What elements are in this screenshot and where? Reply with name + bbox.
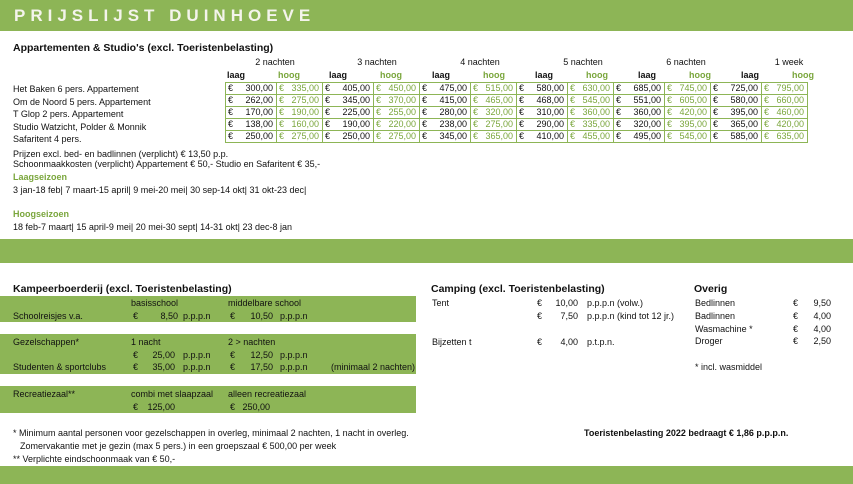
price-hoog: € 335,00 bbox=[277, 83, 323, 95]
price-hoog: € 275,00 bbox=[277, 95, 323, 107]
price-laag: € 580,00 bbox=[711, 95, 762, 107]
price-hoog: € 605,00 bbox=[665, 95, 711, 107]
price-laag: € 725,00 bbox=[711, 83, 762, 95]
unit: p.p.p.n bbox=[280, 362, 308, 372]
hoog-header: hoog bbox=[689, 70, 711, 80]
col-alleen: alleen recreatiezaal bbox=[228, 389, 307, 399]
laagseizoen-dates: 3 jan-18 feb| 7 maart-15 april| 9 mei-20 mei| 30 sep-14 okt| 31 okt-23 dec| bbox=[13, 185, 307, 195]
price-laag: € 360,00 bbox=[614, 107, 665, 119]
price-hoog: € 465,00 bbox=[471, 95, 517, 107]
price-hoog: € 545,00 bbox=[568, 95, 614, 107]
price-hoog: € 275,00 bbox=[471, 119, 517, 131]
footnote-1: * Minimum aantal personen voor gezelschappen in overleg, minimaal 2 nachten, 1 nacht in overleg. bbox=[13, 428, 409, 438]
euro: € bbox=[230, 350, 236, 360]
price-laag: € 300,00 bbox=[226, 83, 277, 95]
price-laag: € 551,00 bbox=[614, 95, 665, 107]
price-laag: € 585,00 bbox=[711, 131, 762, 143]
price-laag: € 250,00 bbox=[323, 131, 374, 143]
price-hoog: € 275,00 bbox=[374, 131, 420, 143]
laag-header: laag bbox=[535, 70, 554, 80]
price-hoog: € 320,00 bbox=[471, 107, 517, 119]
laag-header: laag bbox=[741, 70, 760, 80]
price-laag: € 238,00 bbox=[420, 119, 471, 131]
price-laag: € 495,00 bbox=[614, 131, 665, 143]
laag-header: laag bbox=[432, 70, 451, 80]
unit: p.p.p.n bbox=[183, 350, 211, 360]
period-header: 5 nachten bbox=[563, 57, 603, 67]
gez-2-price: 12,50 bbox=[250, 350, 273, 360]
price-row bbox=[226, 131, 808, 143]
toeristenbelasting: Toeristenbelasting 2022 bedraagt € 1,86 p.p.p.n. bbox=[584, 428, 789, 438]
price-hoog: € 660,00 bbox=[762, 95, 808, 107]
accommodation-name: Studio Watzicht, Polder & Monnik bbox=[13, 121, 147, 132]
euro: € bbox=[537, 311, 543, 321]
price-hoog: € 460,00 bbox=[762, 107, 808, 119]
overig-note: * incl. wasmiddel bbox=[695, 362, 763, 372]
school-mid-price: 10,50 bbox=[250, 311, 273, 321]
price-hoog: € 335,00 bbox=[568, 119, 614, 131]
price-hoog: € 515,00 bbox=[471, 83, 517, 95]
accommodation-name: Om de Noord 5 pers. Appartement bbox=[13, 96, 151, 107]
price-laag: € 225,00 bbox=[323, 107, 374, 119]
price-row bbox=[226, 95, 808, 107]
hoog-header: hoog bbox=[380, 70, 402, 80]
laag-header: laag bbox=[638, 70, 657, 80]
overig-item-price: 2,50 bbox=[813, 336, 831, 347]
euro: € bbox=[537, 337, 543, 347]
hoogseizoen-dates: 18 feb-7 maart| 15 april-9 mei| 20 mei-30 sept| 14-31 okt| 23 dec-8 jan bbox=[13, 222, 292, 232]
price-hoog: € 745,00 bbox=[665, 83, 711, 95]
tent-child-unit: p.p.p.n (kind tot 12 jr.) bbox=[587, 311, 675, 321]
middle-band bbox=[0, 239, 853, 263]
price-row bbox=[226, 119, 808, 131]
price-laag: € 410,00 bbox=[517, 131, 568, 143]
overig-item-price: 4,00 bbox=[813, 310, 831, 321]
euro: € bbox=[133, 362, 139, 372]
price-laag: € 310,00 bbox=[517, 107, 568, 119]
price-laag: € 280,00 bbox=[420, 107, 471, 119]
overig-item-label: Bedlinnen bbox=[695, 298, 736, 308]
price-hoog: € 395,00 bbox=[665, 119, 711, 131]
euro: € bbox=[133, 350, 139, 360]
stud-2-price: 17,50 bbox=[250, 362, 273, 372]
euro: € bbox=[537, 298, 543, 308]
price-laag: € 365,00 bbox=[711, 119, 762, 131]
stud-1-price: 35,00 bbox=[152, 362, 175, 372]
period-header: 1 week bbox=[774, 57, 804, 67]
kampeer-heading: Kampeerboerderij (excl. Toeristenbelasting) bbox=[13, 283, 232, 295]
tent-adult-price: 10,00 bbox=[555, 298, 578, 308]
price-hoog: € 420,00 bbox=[665, 107, 711, 119]
price-hoog: € 220,00 bbox=[374, 119, 420, 131]
period-header: 6 nachten bbox=[666, 57, 706, 67]
euro: € bbox=[230, 311, 236, 321]
studenten-note: (minimaal 2 nachten) bbox=[331, 362, 416, 372]
overig-item-label: Droger bbox=[695, 336, 723, 347]
col-2-nachten: 2 > nachten bbox=[228, 337, 276, 347]
note-schoonmaak: Schoonmaakkosten (verplicht) Appartement € 50,- Studio en Safaritent € 35,- bbox=[13, 159, 321, 169]
price-hoog: € 635,00 bbox=[762, 131, 808, 143]
accommodation-name: Het Baken 6 pers. Appartement bbox=[13, 84, 139, 94]
unit: p.p.p.n bbox=[183, 362, 211, 372]
euro: € bbox=[230, 362, 236, 372]
price-laag: € 415,00 bbox=[420, 95, 471, 107]
page-title: PRIJSLIJST DUINHOEVE bbox=[14, 6, 316, 25]
price-laag: € 580,00 bbox=[517, 83, 568, 95]
bijzetten-unit: p.t.p.n. bbox=[587, 337, 615, 347]
recreatiezaal-label: Recreatiezaal** bbox=[13, 389, 76, 399]
footnote-3: ** Verplichte eindschoonmaak van € 50,- bbox=[13, 454, 176, 464]
gezelschappen-label: Gezelschappen* bbox=[13, 337, 80, 347]
price-laag: € 250,00 bbox=[226, 131, 277, 143]
euro: € bbox=[133, 311, 139, 321]
school-label: Schoolreisjes v.a. bbox=[13, 311, 83, 321]
price-hoog: € 630,00 bbox=[568, 83, 614, 95]
price-hoog: € 160,00 bbox=[277, 119, 323, 131]
tent-adult-unit: p.p.p.n (volw.) bbox=[587, 298, 644, 308]
price-hoog: € 255,00 bbox=[374, 107, 420, 119]
overig-item-price: 4,00 bbox=[813, 323, 831, 334]
price-laag: € 320,00 bbox=[614, 119, 665, 131]
rec-1-price: 125,00 bbox=[147, 402, 175, 412]
laagseizoen-label: Laagseizoen bbox=[13, 172, 68, 182]
price-laag: € 475,00 bbox=[420, 83, 471, 95]
price-hoog: € 545,00 bbox=[665, 131, 711, 143]
studenten-label: Studenten & sportclubs bbox=[13, 362, 107, 372]
price-laag: € 685,00 bbox=[614, 83, 665, 95]
rec-2-price: 250,00 bbox=[242, 402, 270, 412]
overig-item-label: Wasmachine * bbox=[695, 323, 753, 334]
tent-child-price: 7,50 bbox=[560, 311, 578, 321]
euro: € bbox=[793, 298, 799, 308]
overig-item-label: Badlinnen bbox=[695, 310, 736, 321]
euro: € bbox=[793, 336, 799, 347]
price-hoog: € 420,00 bbox=[762, 119, 808, 131]
bijzetten-price: 4,00 bbox=[560, 337, 578, 347]
price-laag: € 468,00 bbox=[517, 95, 568, 107]
note-linnen: Prijzen excl. bed- en badlinnen (verplicht) € 13,50 p.p. bbox=[13, 149, 229, 159]
price-laag: € 345,00 bbox=[420, 131, 471, 143]
hoog-header: hoog bbox=[278, 70, 300, 80]
footer-band bbox=[0, 466, 853, 484]
price-hoog: € 190,00 bbox=[277, 107, 323, 119]
accommodation-name: T Glop 2 pers. Appartement bbox=[13, 109, 124, 120]
unit: p.p.p.n bbox=[183, 311, 211, 321]
laag-header: laag bbox=[329, 70, 348, 80]
unit: p.p.p.n bbox=[280, 350, 308, 360]
price-hoog: € 450,00 bbox=[374, 83, 420, 95]
price-hoog: € 795,00 bbox=[762, 83, 808, 95]
price-laag: € 262,00 bbox=[226, 95, 277, 107]
price-hoog: € 365,00 bbox=[471, 131, 517, 143]
overig-heading: Overig bbox=[694, 283, 728, 295]
hoog-header: hoog bbox=[792, 70, 814, 80]
col-combi: combi met slaapzaal bbox=[131, 389, 214, 399]
col-1-nacht: 1 nacht bbox=[131, 337, 161, 347]
tent-label: Tent bbox=[432, 298, 450, 308]
price-laag: € 190,00 bbox=[323, 119, 374, 131]
footnote-2: Zomervakantie met je gezin (max 5 pers.) in een groepszaal € 500,00 per week bbox=[20, 441, 337, 451]
euro: € bbox=[793, 310, 799, 321]
price-hoog: € 360,00 bbox=[568, 107, 614, 119]
col-basisschool: basisschool bbox=[131, 298, 179, 308]
price-hoog: € 455,00 bbox=[568, 131, 614, 143]
hoogseizoen-label: Hoogseizoen bbox=[13, 209, 70, 219]
price-row bbox=[226, 83, 808, 95]
period-header: 4 nachten bbox=[460, 57, 500, 67]
camping-heading: Camping (excl. Toeristenbelasting) bbox=[431, 283, 605, 295]
price-hoog: € 275,00 bbox=[277, 131, 323, 143]
overig-item-price: 9,50 bbox=[813, 298, 831, 308]
price-laag: € 395,00 bbox=[711, 107, 762, 119]
appartementen-heading: Appartementen & Studio's (excl. Toeristenbelasting) bbox=[13, 42, 274, 54]
hoog-header: hoog bbox=[483, 70, 505, 80]
price-laag: € 138,00 bbox=[226, 119, 277, 131]
price-table bbox=[225, 82, 808, 143]
period-header: 2 nachten bbox=[255, 57, 295, 67]
accommodation-name: Safaritent 4 pers. bbox=[13, 134, 82, 145]
unit: p.p.p.n bbox=[280, 311, 308, 321]
euro: € bbox=[793, 323, 799, 334]
price-laag: € 290,00 bbox=[517, 119, 568, 131]
period-header: 3 nachten bbox=[357, 57, 397, 67]
euro: € bbox=[133, 402, 139, 412]
bijzetten-label: Bijzetten t bbox=[432, 337, 472, 347]
price-laag: € 405,00 bbox=[323, 83, 374, 95]
hoog-header: hoog bbox=[586, 70, 608, 80]
price-laag: € 345,00 bbox=[323, 95, 374, 107]
price-row bbox=[226, 107, 808, 119]
gez-1-price: 25,00 bbox=[152, 350, 175, 360]
col-middelbare: middelbare school bbox=[228, 298, 302, 308]
school-basis-price: 8,50 bbox=[160, 311, 178, 321]
laag-header: laag bbox=[227, 70, 246, 80]
price-laag: € 170,00 bbox=[226, 107, 277, 119]
euro: € bbox=[230, 402, 236, 412]
price-hoog: € 370,00 bbox=[374, 95, 420, 107]
